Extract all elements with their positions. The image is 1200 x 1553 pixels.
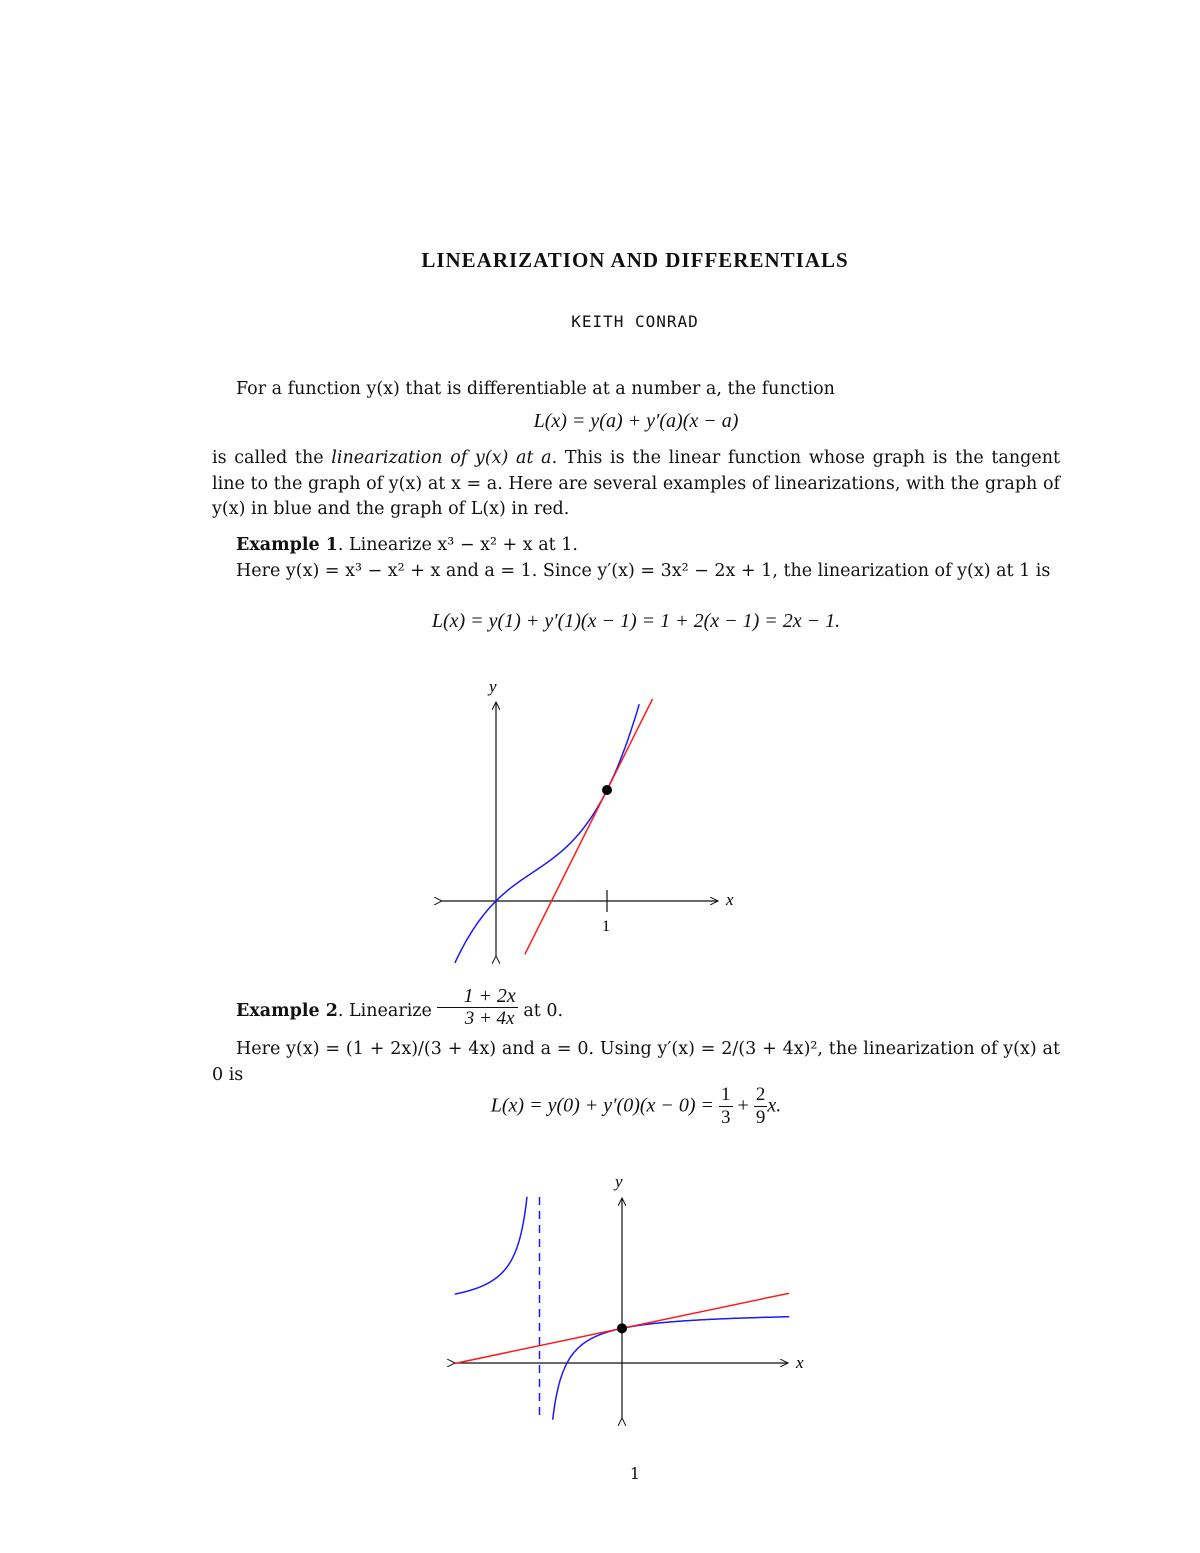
paper-title: LINEARIZATION AND DIFFERENTIALS xyxy=(421,248,849,272)
tangent-point xyxy=(617,1323,627,1333)
tangent-line xyxy=(525,699,653,954)
example-1-statement: Example 1. Linearize x³ − x² + x at 1. xyxy=(236,535,578,555)
author-name: KEITH CONRAD xyxy=(571,312,699,331)
example-1-formula: L(x) = y(1) + y′(1)(x − 1) = 1 + 2(x − 1) = 2x − 1. xyxy=(431,610,841,632)
example-2-formula: L(x) = y(0) + y′(0)(x − 0) = $\frac{1}{3}$ + $\frac{2}{9}$ x. xyxy=(490,1084,782,1128)
curve-right-branch xyxy=(553,1317,790,1420)
example-2-fraction: $\frac{1 + 2x}{3 + 4x}$ xyxy=(437,985,517,1030)
x-axis-label: x xyxy=(726,890,734,909)
example-2-graph xyxy=(0,1165,1200,1430)
example-1-label: Example 1 xyxy=(236,535,338,555)
example-1-solution: Here y(x) = x³ − x² + x and a = 1. Since y′(x) = 3x² − 2x + 1, the linearization of y(x) at 1 is xyxy=(236,561,1051,581)
curve-left-branch xyxy=(455,1197,527,1294)
tangent-point xyxy=(602,785,612,795)
intro-paragraph: For a function y(x) that is differentiable at a number a, the function xyxy=(236,379,835,399)
y-axis-label: y xyxy=(489,677,497,696)
curve-y xyxy=(455,704,639,963)
example-1-graph xyxy=(0,660,1200,970)
example-2-solution: Here y(x) = (1 + 2x)/(3 + 4x) and a = 0. Using y′(x) = 2/(3 + 4x)², the linearization of y(x) at 0 is xyxy=(212,1039,1060,1085)
page-number: 1 xyxy=(629,1464,641,1483)
y-axis-label: y xyxy=(615,1172,623,1191)
x-axis-label: x xyxy=(796,1353,804,1372)
example-2-statement: Example 2. Linearize $\frac{1 + 2x}{3 + 4x}$ at 0. xyxy=(236,985,564,1029)
definition-paragraph: is called the linearization of y(x) at a. This is the linear function whose graph is the tangent line to the graph of y(x) at x = a. Here are several examples of linearizations, with the graph of y(x) in blue and the graph of L(x) in red. xyxy=(212,448,1060,519)
example-2-label: Example 2 xyxy=(236,1001,338,1021)
linearization-definition: L(x) = y(a) + y′(a)(x − a) xyxy=(533,410,739,432)
tick-label-1: 1 xyxy=(602,918,610,935)
